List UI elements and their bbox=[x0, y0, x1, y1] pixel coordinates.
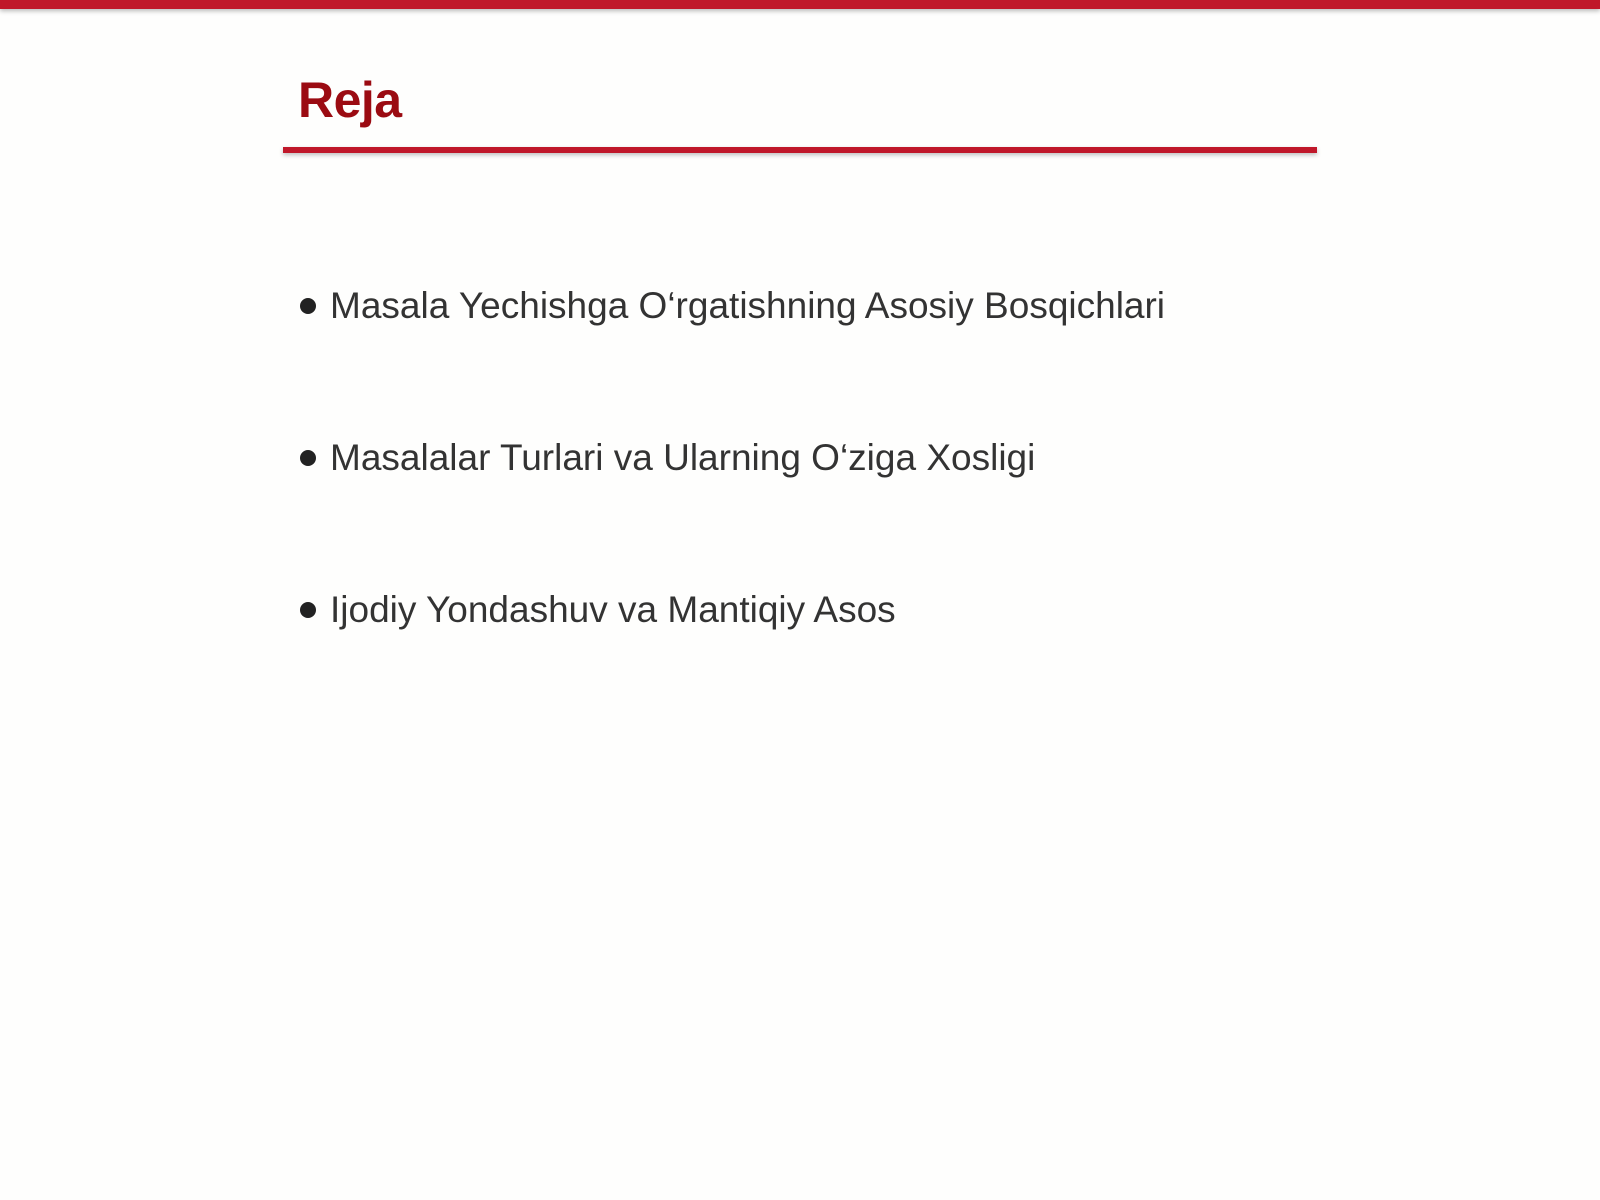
agenda-item-text: Ijodiy Yondashuv va Mantiqiy Asos bbox=[330, 589, 896, 630]
agenda-item-2 bbox=[300, 428, 1035, 488]
agenda-item-3 bbox=[300, 580, 896, 640]
slide-title: Reja bbox=[298, 72, 402, 128]
bullet-icon bbox=[300, 602, 316, 618]
bullet-icon bbox=[300, 298, 316, 314]
agenda-item-1 bbox=[300, 276, 1165, 336]
agenda-item-text: Masalalar Turlari va Ularning O‘ziga Xosligi bbox=[330, 437, 1036, 478]
title-underline bbox=[283, 147, 1317, 153]
agenda-item-text: Masala Yechishga O‘rgatishning Asosiy Bosqichlari bbox=[330, 285, 1166, 326]
top-accent-bar bbox=[0, 0, 1600, 9]
bullet-icon bbox=[300, 450, 316, 466]
